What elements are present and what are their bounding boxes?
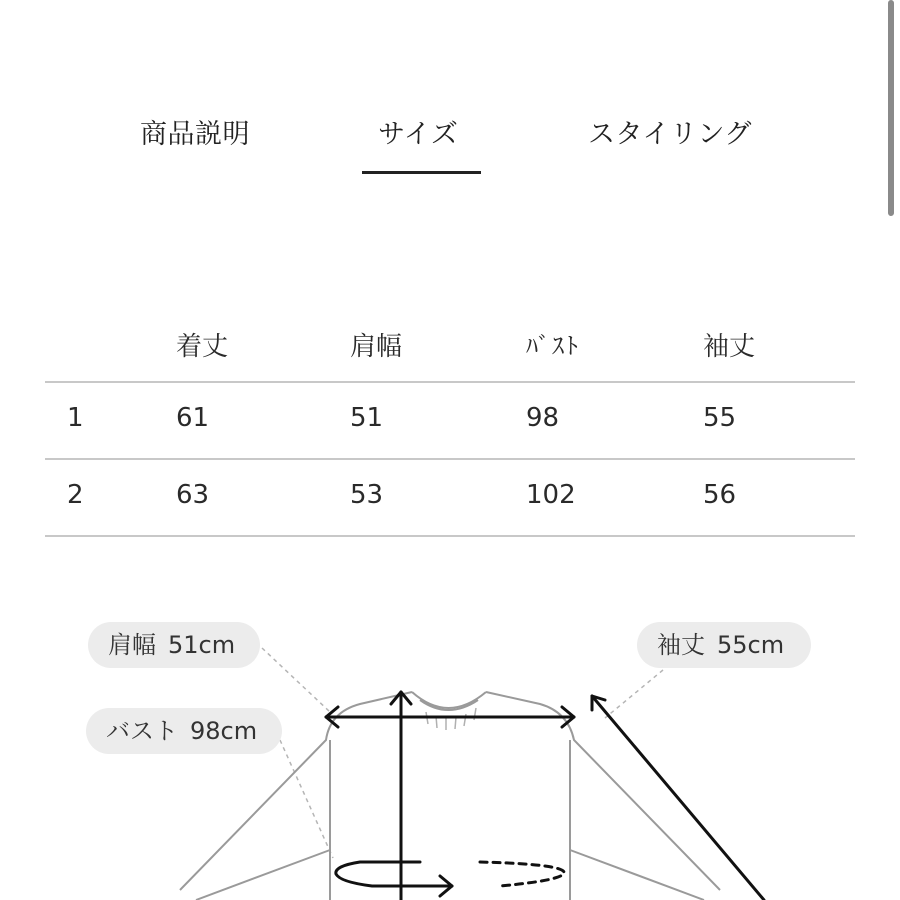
bust-value: 102 [526,480,576,510]
tab-styling[interactable]: スタイリング [588,119,752,150]
tab-size[interactable]: サイズ [378,119,459,150]
right-inner-sleeve [570,850,704,900]
sleeve-length-label [637,622,811,668]
size-table-header [45,310,855,383]
header-cell-shoulder: 肩幅 [350,332,403,362]
tab-bar [0,0,900,180]
table-row [45,383,855,460]
header-cell-length: 着丈 [176,332,229,362]
neckline [412,692,486,708]
shoulder-value: 53 [350,480,384,510]
size-label: 2 [67,480,84,510]
shoulder-label-value: 51cm [168,631,236,659]
length-value: 63 [176,480,210,510]
size-table [45,310,855,537]
measurement-diagram [0,600,900,900]
size-label: 1 [67,403,84,433]
shoulder-width-label [88,622,260,668]
table-row [45,460,855,537]
sleeve-label-value: 55cm [717,631,785,659]
collar-ribbing [426,708,476,730]
left-inner-sleeve [196,850,330,900]
bust-value: 98 [526,403,560,433]
length-value: 61 [176,403,210,433]
length-arrow [391,692,411,900]
shoulder-value: 51 [350,403,384,433]
right-shoulder-sleeve [486,692,720,890]
sleeve-label-text: 袖丈 [657,631,705,659]
sleeve-arrow [592,696,764,900]
bust-leader-line [280,740,333,858]
sleeve-leader-line [605,670,663,718]
shoulder-label-text: 肩幅 [108,631,156,659]
bust-label-value: 98cm [190,717,258,745]
bust-label-text: バスト [106,717,178,745]
sleeve-value: 56 [703,480,737,510]
active-tab-indicator [362,171,481,174]
bust-label [86,708,282,754]
header-cell-sleeve: 袖丈 [703,332,756,362]
shoulder-leader-line [262,648,330,712]
sleeve-value: 55 [703,403,737,433]
bust-arrow [336,862,564,896]
tab-product-description[interactable]: 商品説明 [140,119,250,150]
header-cell-bust: ﾊﾞｽﾄ [526,332,580,360]
